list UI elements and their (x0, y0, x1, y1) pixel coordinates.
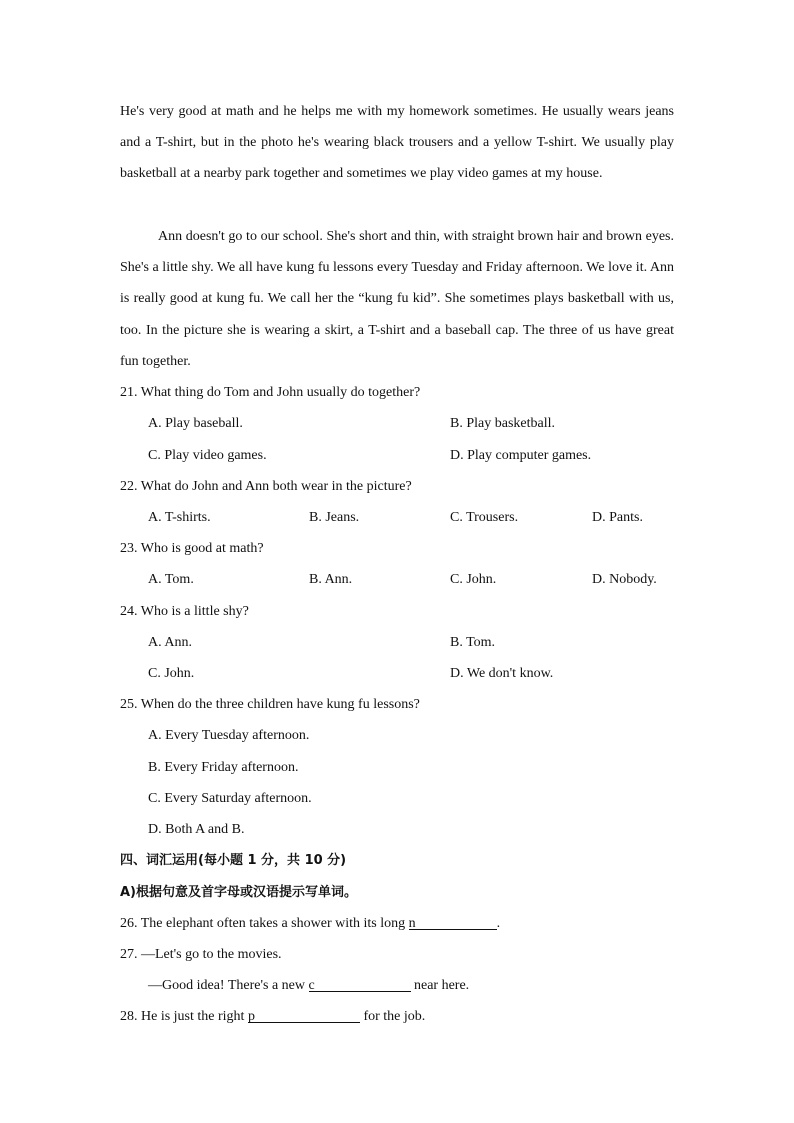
question-21-option-c: C. Play video games. (148, 448, 267, 463)
section-4-heading: 四、词汇运用(每小题 1 分，共 10 分) (120, 853, 347, 868)
question-22-option-c: C. Trousers. (450, 510, 519, 525)
question-27-text: —Good idea! There's a new (148, 978, 305, 993)
question-24-option-b: B. Tom. (450, 635, 496, 650)
passage-paragraph-2: Ann doesn't go to our school. She's short and thin, with straight brown hair and brown eyes. She's a little shy. We all have kung fu lessons every Tuesday and Friday afternoon. We love it. Ann is really good at kung fu. We call her the “kung fu kid”. She sometimes plays basketball with us, too. In the picture she is wearing a skirt, a T-shirt and a baseball cap. The three of us have great fun together. (120, 229, 674, 369)
question-23-option-d: D. Nobody. (592, 572, 657, 587)
question-25-option-d: D. Both A and B. (148, 822, 245, 837)
question-28-text: 28. He is just the right (120, 1009, 245, 1024)
question-26-text: 26. The elephant often takes a shower with its long (120, 916, 406, 931)
question-26-answer-blank[interactable] (409, 914, 497, 930)
question-26-end: . (496, 916, 501, 931)
question-24-stem: 24. Who is a little shy? (120, 604, 249, 619)
question-28-end: for the job. (363, 1009, 426, 1024)
question-28-answer-blank[interactable] (248, 1007, 360, 1023)
question-28 (120, 1007, 425, 1027)
question-22-stem: 22. What do John and Ann both wear in the picture? (120, 479, 412, 494)
question-28-initial-letter: p (247, 1009, 255, 1024)
question-23-option-b: B. Ann. (309, 572, 353, 587)
question-23-stem: 23. Who is good at math? (120, 541, 264, 556)
question-27-answer-blank[interactable] (309, 976, 411, 992)
question-21-option-d: D. Play computer games. (450, 448, 592, 463)
question-27-line-1: 27. —Let's go to the movies. (120, 947, 282, 962)
question-24-option-a: A. Ann. (148, 635, 192, 650)
question-21-option-b: B. Play basketball. (450, 416, 555, 431)
question-26 (120, 914, 500, 934)
question-27-end: near here. (414, 978, 470, 993)
question-22-option-b: B. Jeans. (309, 510, 360, 525)
question-23-option-c: C. John. (450, 572, 497, 587)
question-25-option-b: B. Every Friday afternoon. (148, 760, 299, 775)
question-24-option-d: D. We don't know. (450, 666, 554, 681)
question-26-initial-letter: n (408, 916, 416, 931)
question-21-option-a: A. Play baseball. (148, 416, 243, 431)
question-27-initial-letter: c (308, 978, 315, 993)
question-27-line-2 (148, 976, 469, 996)
question-24-option-c: C. John. (148, 666, 195, 681)
question-21-stem: 21. What thing do Tom and John usually do together? (120, 385, 421, 400)
section-4-part-a-instruction: A)根据句意及首字母或汉语提示写单词。 (120, 885, 358, 900)
question-25-stem: 25. When do the three children have kung fu lessons? (120, 697, 420, 712)
question-25-option-a: A. Every Tuesday afternoon. (148, 728, 310, 743)
question-25-option-c: C. Every Saturday afternoon. (148, 791, 312, 806)
question-23-option-a: A. Tom. (148, 572, 194, 587)
passage-paragraph-1: He's very good at math and he helps me with my homework sometimes. He usually wears jeans and a T-shirt, but in the photo he's wearing black trousers and a yellow T-shirt. We usually play basketball at a nearby park together and sometimes we play video games at my house. (120, 104, 674, 182)
question-22-option-d: D. Pants. (592, 510, 643, 525)
question-22-option-a: A. T-shirts. (148, 510, 211, 525)
